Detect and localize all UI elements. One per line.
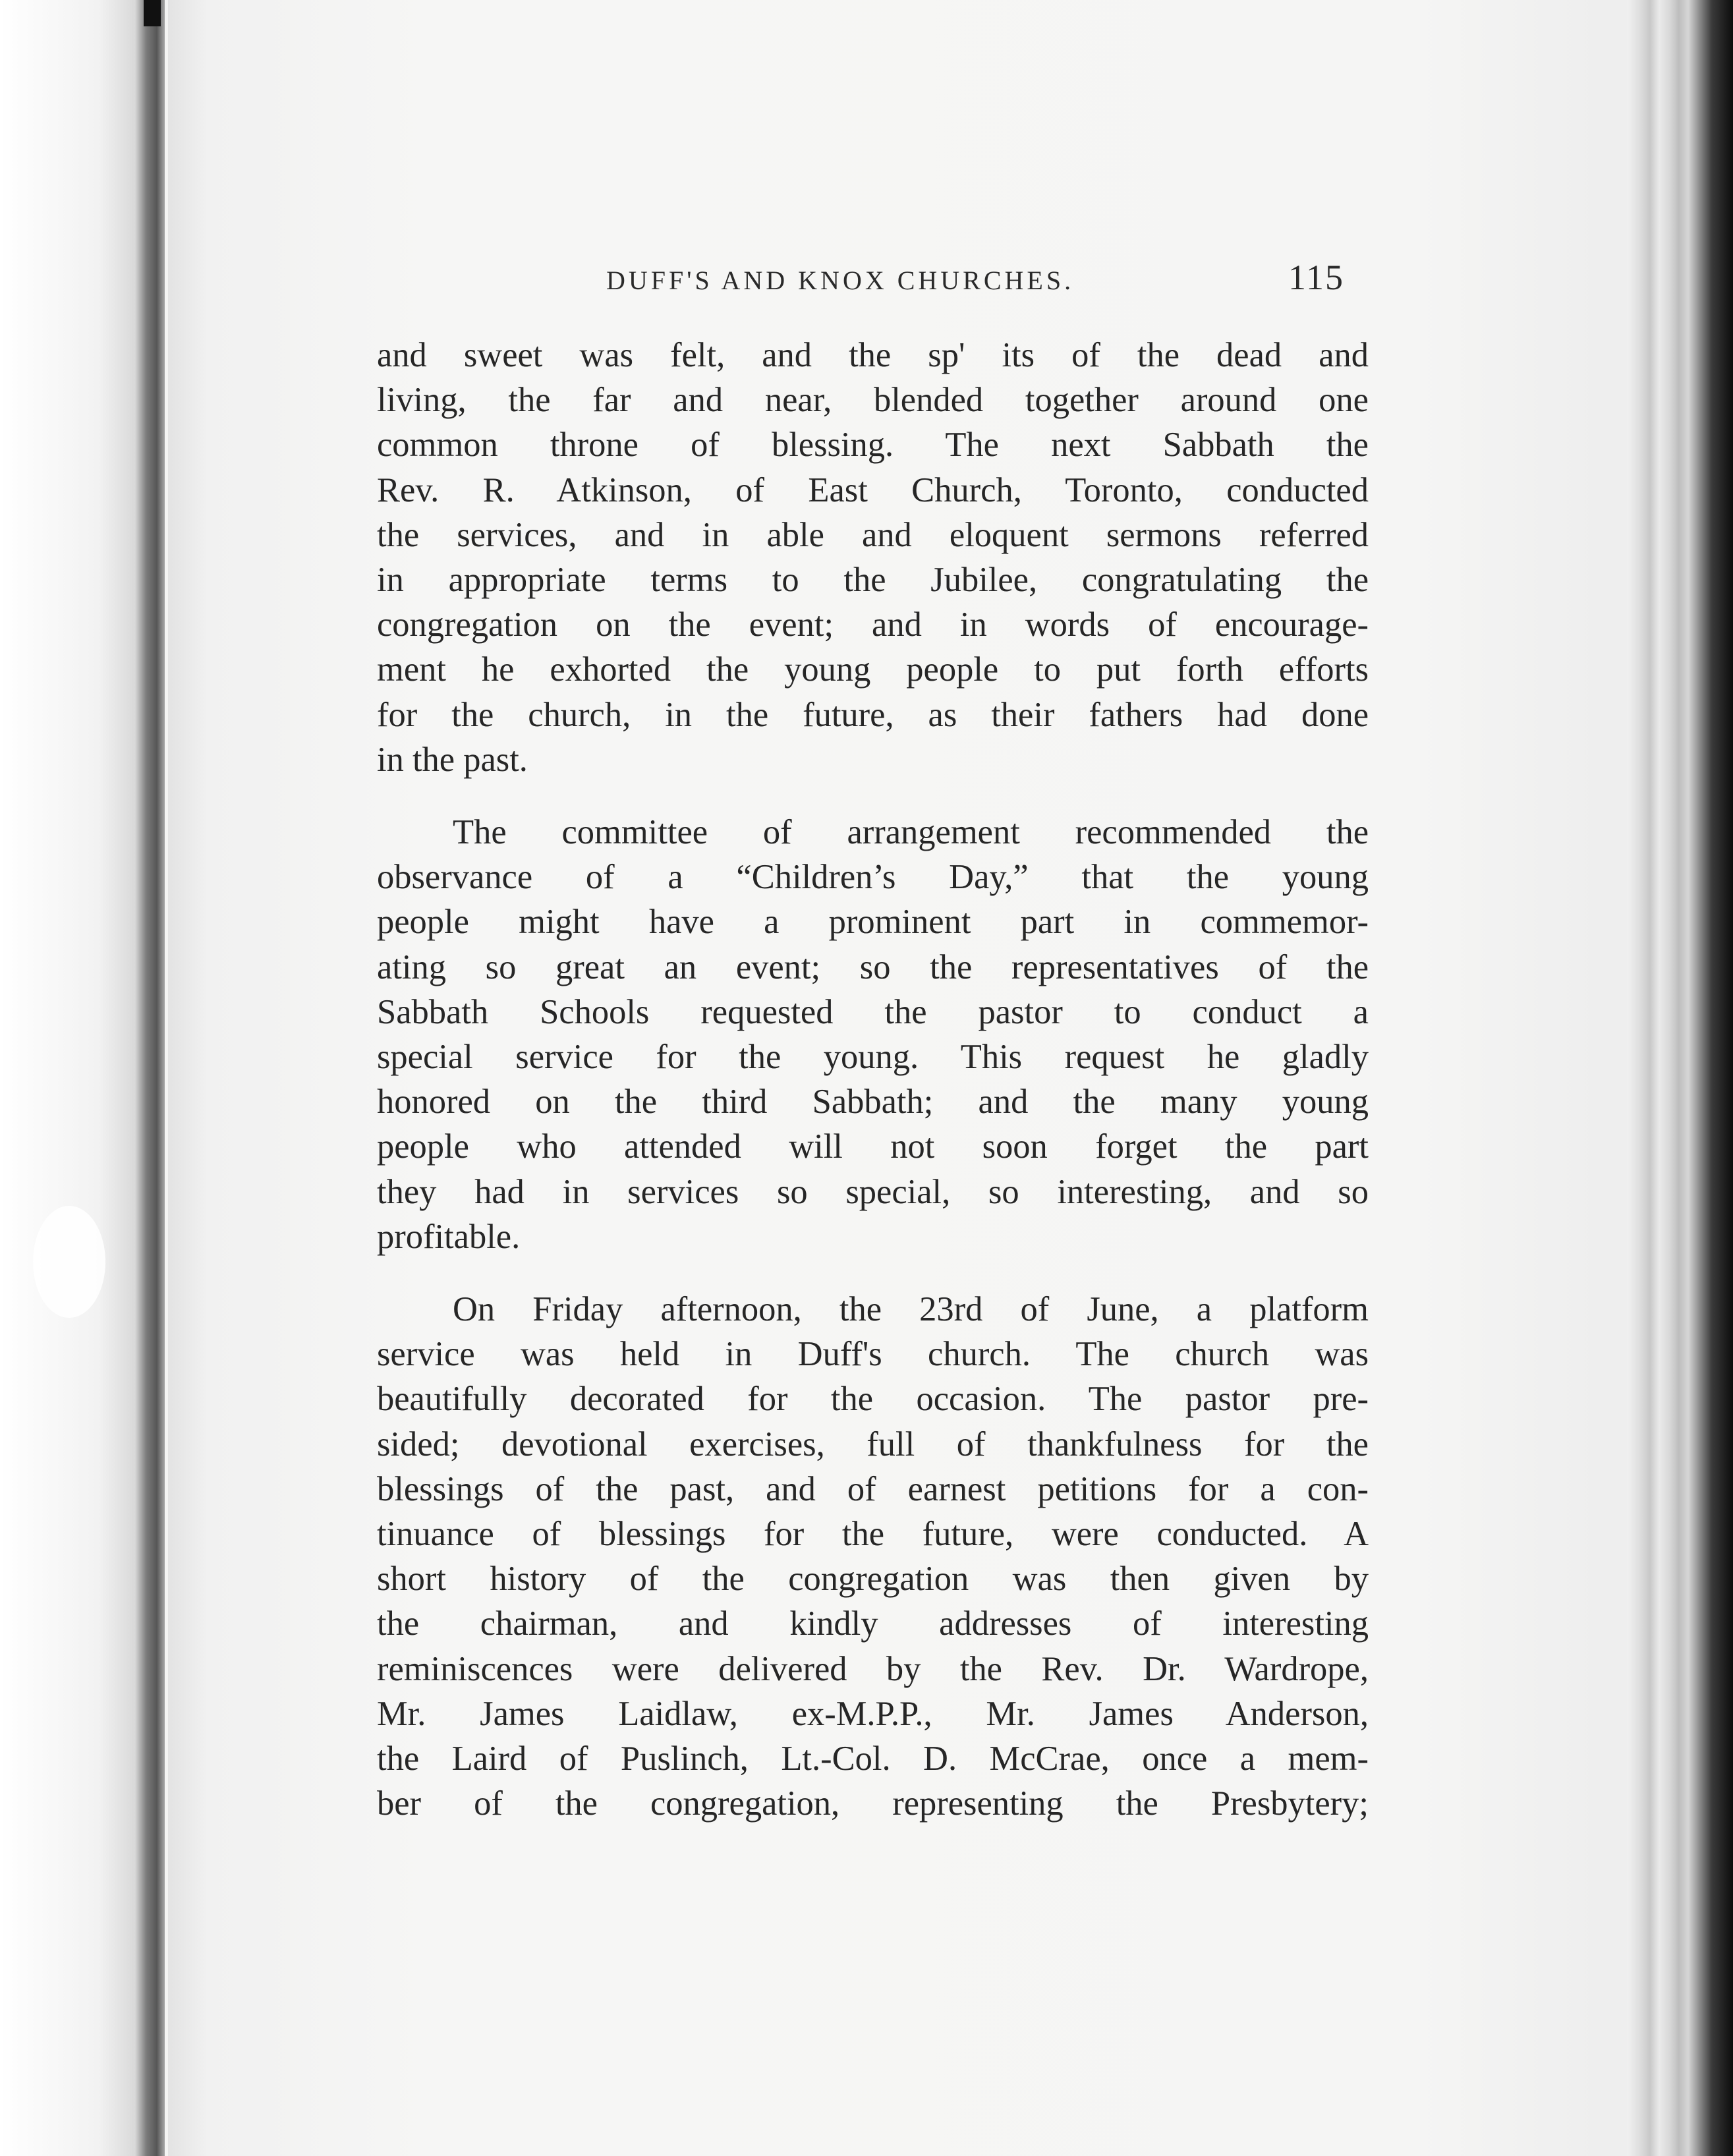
text-line: they had in services so special, so interesting, and so [377,1172,1369,1211]
text-line: short history of the congregation was then given by [377,1560,1369,1599]
text-line: congregation on the event; and in words of encourage- [377,606,1369,644]
text-line: common throne of blessing. The next Sabbath the [377,426,1369,465]
text-line: people who attended will not soon forget the part [377,1127,1369,1166]
text-line: special service for the young. This request he gladly [377,1038,1369,1077]
text-line: tinuance of blessings for the future, were conducted. A [377,1515,1369,1554]
paragraph-2 [377,810,1369,1259]
page-right-edge [1628,0,1733,2156]
text-line: people might have a prominent part in commemor- [377,903,1369,942]
text-line: honored on the third Sabbath; and the many young [377,1083,1369,1121]
book-spine [0,0,165,2156]
text-line: ment he exhorted the young people to put forth efforts [377,650,1369,689]
text-line: reminiscences were delivered by the Rev. Dr. Wardrope, [377,1649,1369,1688]
text-line: profitable. [377,1217,521,1256]
page-number: 115 [1288,258,1344,297]
text-line: Mr. James Laidlaw, ex-M.P.P., Mr. James Anderson, [377,1694,1369,1733]
paragraph-1 [377,333,1369,782]
text-line: Sabbath Schools requested the pastor to conduct a [377,992,1369,1031]
running-title: DUFF'S AND KNOX CHURCHES. [606,266,1075,295]
text-line: On Friday afternoon, the 23rd of June, a platform [453,1290,1369,1329]
text-line: the services, and in able and eloquent sermons referred [377,515,1369,554]
text-line: sided; devotional exercises, full of thankfulness for the [377,1425,1369,1463]
text-line: for the church, in the future, as their fathers had done [377,695,1369,734]
paragraph-3 [377,1287,1369,1826]
text-line: living, the far and near, blended together around one [377,381,1369,420]
paper-blemish [33,1206,105,1318]
text-line: blessings of the past, and of earnest petitions for a con- [377,1469,1369,1508]
text-line: service was held in Duff's church. The church was [377,1335,1369,1374]
text-line: in appropriate terms to the Jubilee, congratulating the [377,561,1369,600]
text-line: observance of a “Children’s Day,” that the young [377,858,1369,897]
text-line: ber of the congregation, representing the Presbytery; [377,1784,1369,1823]
text-line: the chairman, and kindly addresses of interesting [377,1604,1369,1643]
text-line: ating so great an event; so the representatives of the [377,948,1369,986]
text-line: beautifully decorated for the occasion. The pastor pre- [377,1380,1369,1419]
text-line: and sweet was felt, and the sp' its of the dead and [377,336,1369,374]
running-head [567,257,1371,310]
text-line: The committee of arrangement recommended the [453,813,1369,852]
body-text [377,333,1369,1827]
text-line: Rev. R. Atkinson, of East Church, Toronto, conducted [377,470,1369,509]
spine-shadow [144,0,161,26]
text-line: the Laird of Puslinch, Lt.-Col. D. McCrae, once a mem- [377,1740,1369,1778]
text-line: in the past. [377,740,528,779]
